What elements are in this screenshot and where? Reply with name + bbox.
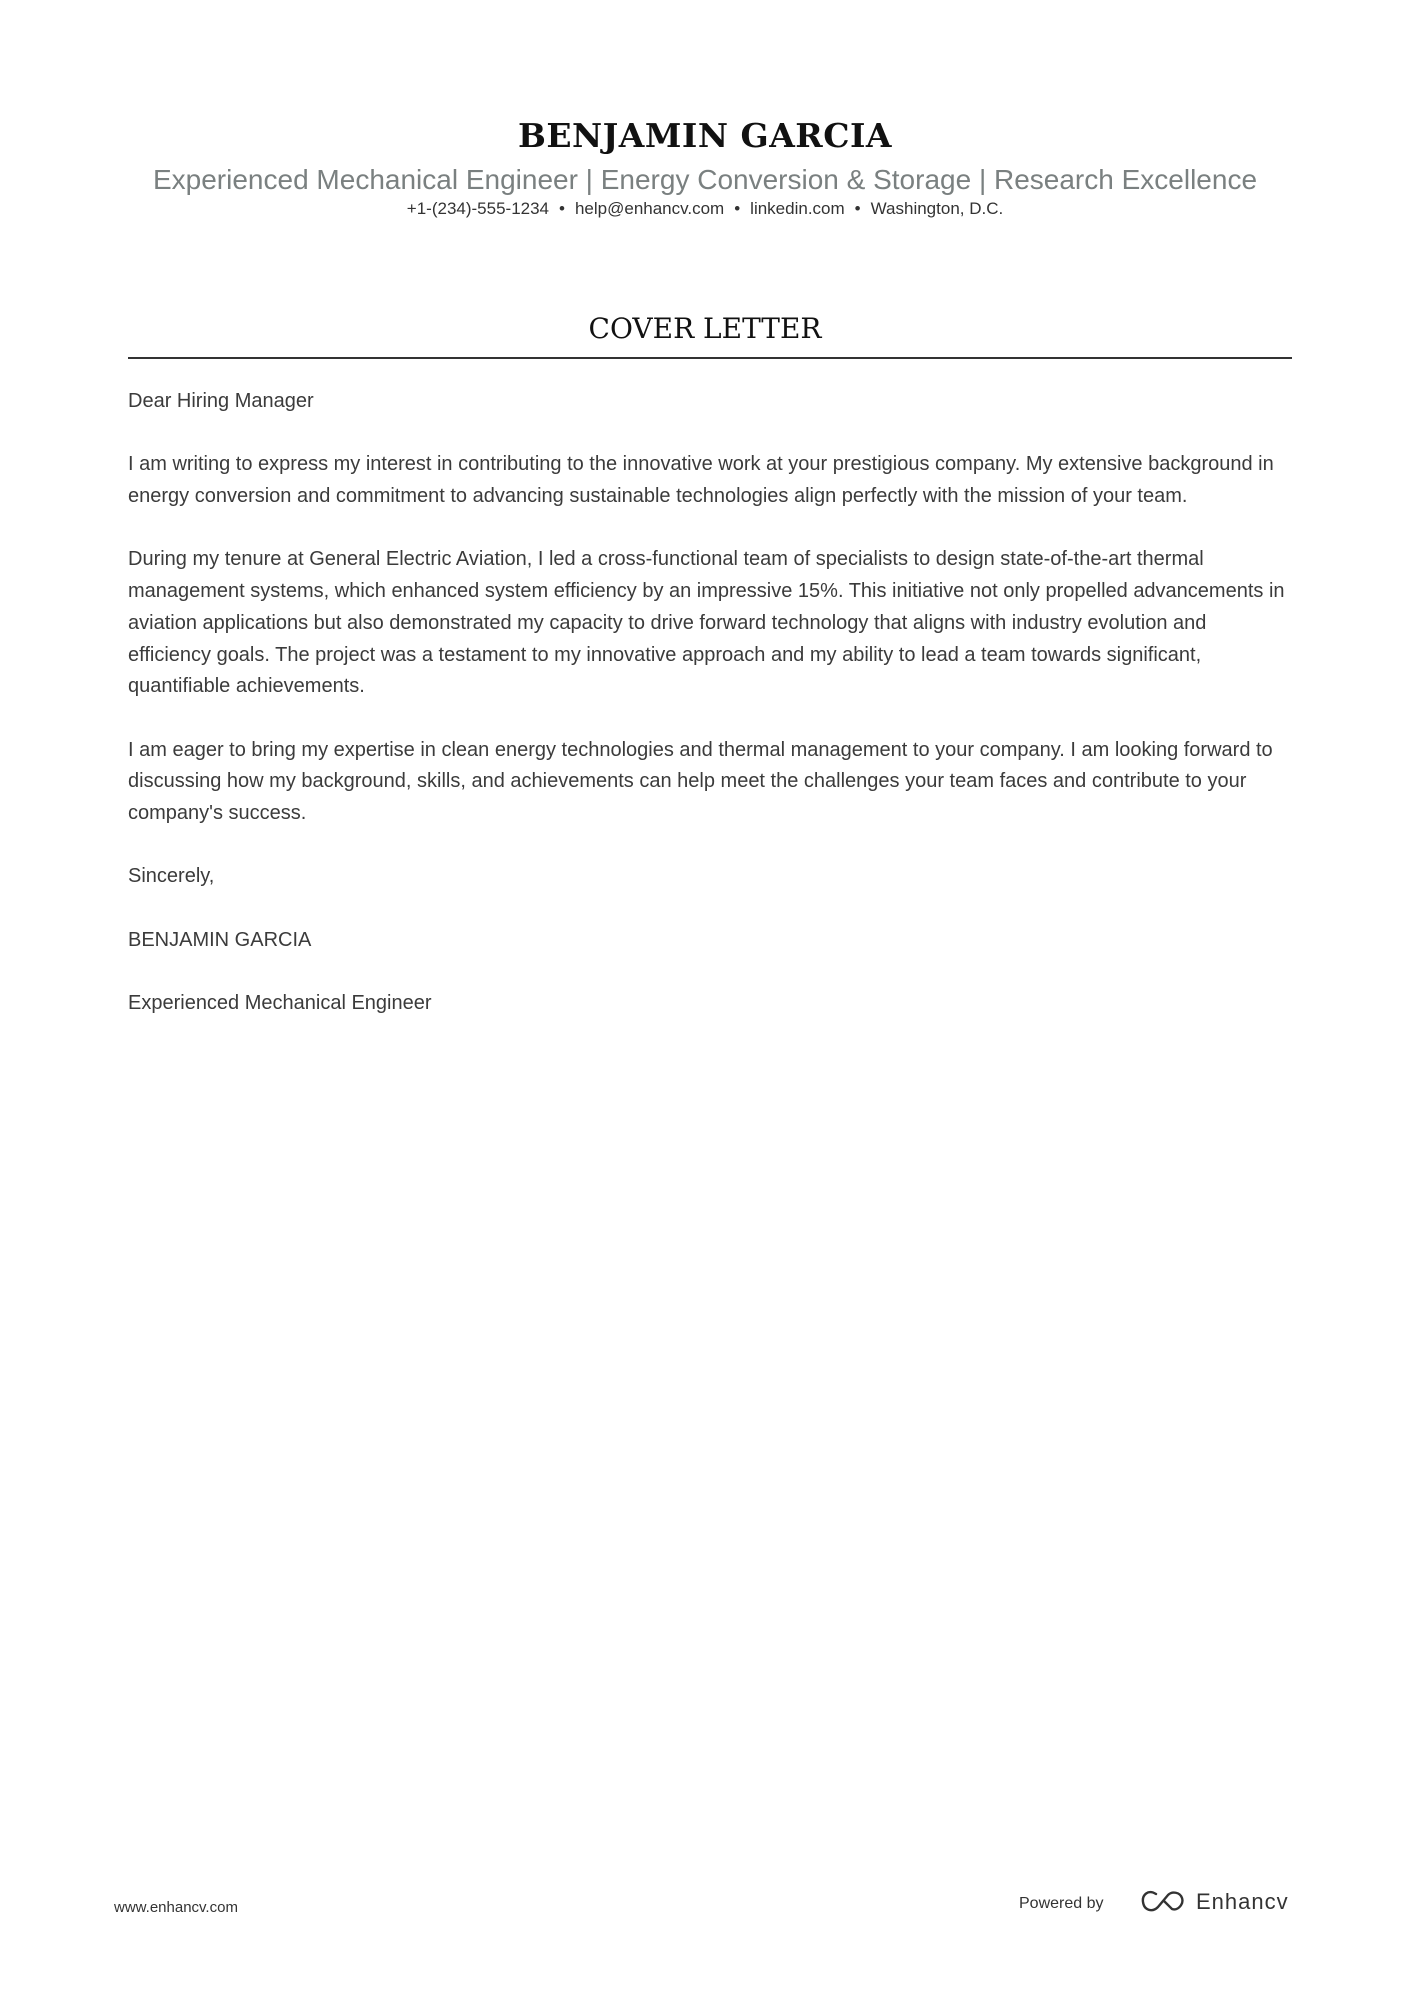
letter-paragraph: I am eager to bring my expertise in clean energy technologies and thermal management to your company. I am looking forward to discussing how my background, skills, and achievements can help meet the challenges your team faces and contribute to your company's success. <box>128 738 1273 825</box>
bullet-separator: • <box>734 199 741 218</box>
enhancv-logo-icon <box>1140 1889 1186 1915</box>
section-divider <box>128 357 1292 359</box>
contact-location: Washington, D.C. <box>870 199 1004 218</box>
candidate-name: BENJAMIN GARCIA <box>517 116 893 155</box>
section-title: COVER LETTER <box>588 312 822 345</box>
bullet-separator: • <box>854 199 861 218</box>
letter-paragraph: During my tenure at General Electric Aviation, I led a cross-functional team of specialists to design state-of-the-art thermal management systems, which enhanced system efficiency by an impressive 15%. This initiative not only propelled advancements in aviation applications but also demonstrated my capacity to drive forward technology that aligns with industry evolution and efficiency goals. The project was a testament to my innovative approach and my ability to lead a team towards significant, quantifiable achievements. <box>128 548 1285 698</box>
signature-title: Experienced Mechanical Engineer <box>128 992 432 1015</box>
candidate-headline: Experienced Mechanical Engineer | Energy Conversion & Storage | Research Excellence <box>152 164 1258 195</box>
letter-closing: Sincerely, <box>128 865 215 888</box>
contact-phone: +1-(234)-555-1234 <box>406 199 550 218</box>
letter-paragraph: I am writing to express my interest in contributing to the innovative work at your prestigious company. My extensive background in energy conversion and commitment to advancing sustainable technologies align perfectly with the mission of your team. <box>128 453 1274 508</box>
signature-name: BENJAMIN GARCIA <box>128 928 312 951</box>
contact-email[interactable]: help@enhancv.com <box>574 199 725 218</box>
letter-greeting: Dear Hiring Manager <box>128 390 314 412</box>
bullet-separator: • <box>559 199 565 218</box>
footer-website-link[interactable]: www.enhancv.com <box>114 1899 238 1916</box>
contact-info <box>0 199 1410 219</box>
contact-linkedin[interactable]: linkedin.com <box>750 199 845 218</box>
enhancv-logo-text: Enhancv <box>1196 1889 1289 1914</box>
powered-by-label: Powered by <box>1019 1895 1104 1912</box>
enhancv-logo[interactable] <box>1140 1889 1289 1915</box>
letter-body <box>128 386 1292 1052</box>
